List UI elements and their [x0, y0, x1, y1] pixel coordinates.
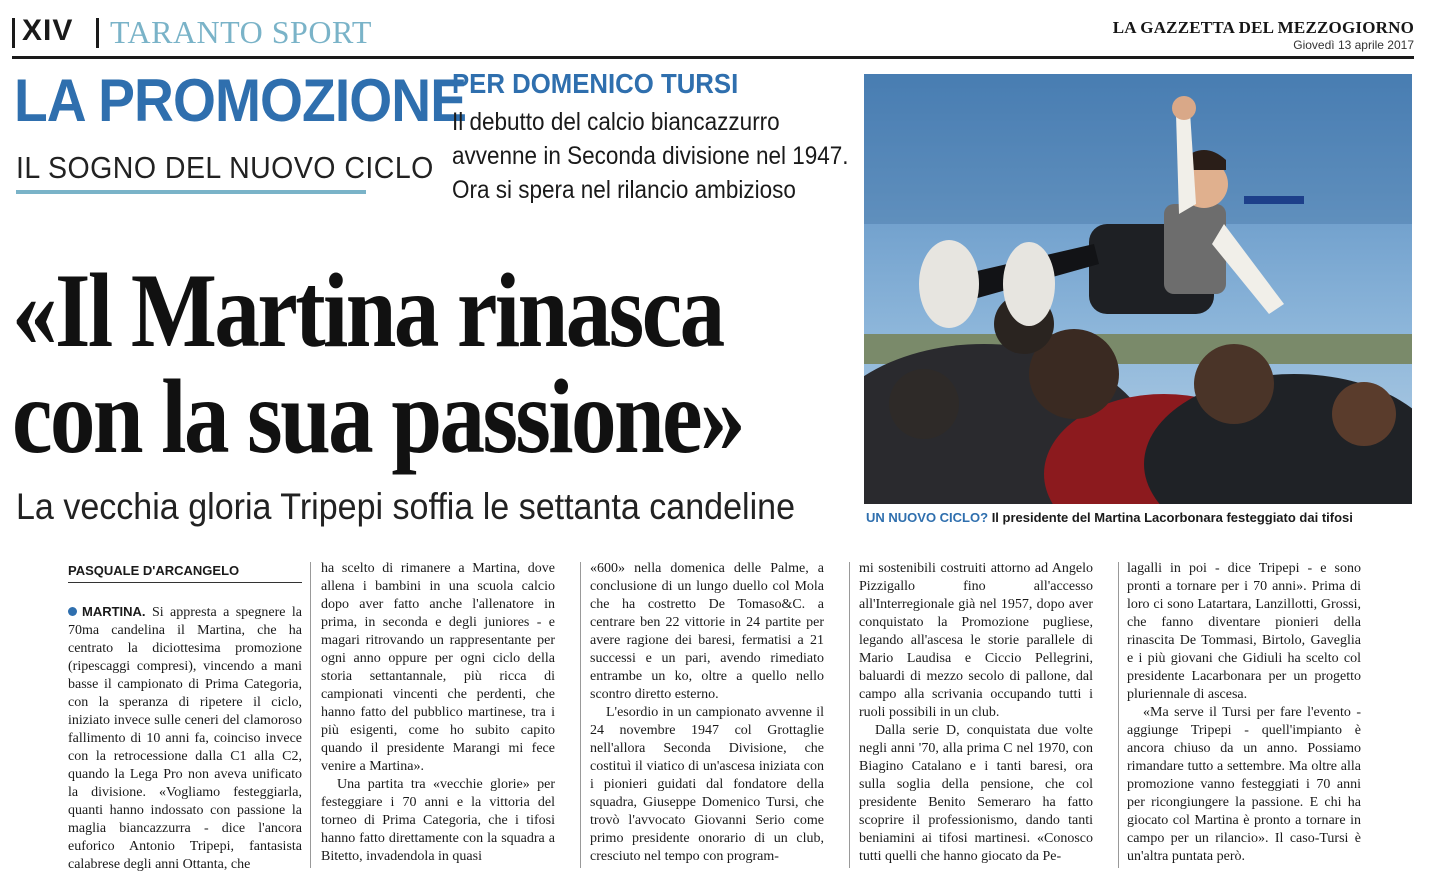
issue-date: Giovedì 13 aprile 2017	[1293, 38, 1414, 52]
kicker-title: LA PROMOZIONE	[14, 67, 467, 134]
article-paragraph: L'esordio in un campionato avvenne il 24 novembre 1947 col Grottaglie nell'allora Seconda Divisione, che costituì il viatico di un'ascesa iniziata con i pionieri guidati dal fondatore della squadra, Giuseppe Domenico Tursi, che trovò l'avvocato Giovanni Serio come primo presidente onorario di un club, cresciuto nel tempo con program-	[590, 705, 824, 864]
page-number: XIV	[22, 14, 74, 47]
kicker-subtitle: IL SOGNO DEL NUOVO CICLO	[16, 150, 434, 185]
celebration-photo	[864, 74, 1412, 504]
header-divider	[96, 18, 99, 48]
article-paragraph: ha scelto di rimanere a Martina, dove allena i bambini in una scuola calcio dopo aver fatto anche l'allenatore in prima, in seconda e degli juniores - e magari ritrovando un rappresentante per ogni anno oppure per ogni ciclo della storia settantannale, più ricca di campionati vincenti che perdenti, che hanno fatto del pubblico martinese, tra i più esigenti, come ho subito capito quando il presidente Marangi mi fece venire a Martina».	[321, 561, 555, 774]
deck-line: avvenne in Seconda divisione nel 1947.	[452, 142, 849, 170]
headline-line-1: «Il Martina rinasca	[12, 252, 723, 369]
article-paragraph: lagalli in poi - dice Tripepi - e sono pronti a tornare per i 70 anni». Prima di loro ci sono Latartara, Lanzillotti, Grossi, che fanno diventare pionieri della rinascita De Tommasi, Birtolo, Gaveglia e i più giovani che Gidiuli ha scelto col presidente Lacarbonara per un progetto pluriennale di ascesa.	[1127, 561, 1361, 702]
header-divider	[12, 18, 15, 48]
headline-line-2: con la sua passione»	[12, 358, 744, 475]
deck-line: Il debutto del calcio biancazzurro	[452, 108, 780, 136]
column-rule	[310, 562, 311, 868]
section-title: TARANTO SPORT	[110, 14, 372, 50]
caption-text: Il presidente del Martina Lacorbonara festeggiato dai tifosi	[991, 510, 1353, 525]
subheadline: La vecchia gloria Tripepi soffia le settanta candeline	[16, 486, 796, 527]
header-rule	[12, 56, 1414, 59]
article-column-4	[859, 560, 1093, 866]
deck-line: Ora si spera nel rilancio ambizioso	[452, 176, 796, 204]
caption-lead: UN NUOVO CICLO?	[866, 510, 989, 525]
article-column-3	[590, 560, 824, 866]
article-column-5	[1127, 560, 1361, 866]
bullet-dot-icon	[68, 607, 77, 616]
article-paragraph: mi sostenibili costruiti attorno ad Angelo Pizzigallo fino all'accesso all'Interregionale già nel 1957, dopo aver conquistato la Promozione pugliese, legando all'ascesa le storie parallele di Mario Laudisa e Ciccio Pellegrini, baluardi di mezzo secolo di pallone, dal campo alla scrivania occupando tutti i ruoli possibili in un club.	[859, 561, 1093, 720]
article-paragraph: Dalla serie D, conquistata due volte negli anni '70, alla prima C nel 1970, con Biagino Catalano e i tanti baresi, ora sulla soglia della pensione, che col presidente Benito Semeraro ha fatto scoprire il professionismo, dando tanti beniamini ai tifosi martinesi. «Conosco tutti quelli che hanno giocato da Pe-	[859, 723, 1093, 864]
photo-illustration	[864, 74, 1412, 504]
kicker-rule	[16, 190, 366, 194]
byline: PASQUALE D'ARCANGELO	[68, 562, 302, 583]
deck-title: PER DOMENICO TURSI	[452, 68, 739, 99]
column-rule	[580, 562, 581, 868]
article-paragraph: «600» nella domenica delle Palme, a conclusione di un lungo duello col Mola che ha costretto De Tomaso&C. a centrare ben 22 vittorie in 24 partite per avere ragione dei baresi, fermatisi a 21 successi e un pari, avendo rimediato entrambe un ko, oltre a quello nello scontro diretto esterno.	[590, 561, 824, 702]
dateline: MARTINA.	[82, 604, 146, 619]
article-column-1	[68, 560, 302, 874]
article-paragraph: «Ma serve il Tursi per fare l'evento - aggiunge Tripepi - quell'impianto è ancora chiuso da un anno. Possiamo rimandare tutto a settembre. Ma oltre alla promozione vanno festeggiati i 70 anni per ricongiungere la passione. E chi ha giocato col Martina è pronto a tornare in campo per un rilancio». Il caso-Tursi è un'altra puntata però.	[1127, 705, 1361, 864]
photo-caption	[866, 510, 1353, 525]
article-column-2	[321, 560, 555, 866]
column-rule	[849, 562, 850, 868]
newspaper-name: LA GAZZETTA DEL MEZZOGIORNO	[1112, 18, 1414, 37]
article-paragraph: Si appresta a spegnere la 70ma candelina il Martina, che ha centrato la diciottesima promozione (ripescaggi compresi), vincendo a mani basse il campionato di Prima Categoria, con la speranza di ripetere il ciclo, iniziato invece sulle ceneri del clamoroso fallimento di 10 anni fa, coinciso invece con la retrocessione dalla C1 alla C2, quando la Lega Pro non aveva unificato la divisione. «Vogliamo festeggiarla, quanti hanno indossato con passione la maglia biancazzurra - dice l'ancora euforico Antonio Tripepi, fantasista calabrese degli anni Ottanta, che	[68, 605, 303, 872]
column-rule	[1118, 562, 1119, 868]
article-paragraph: Una partita tra «vecchie glorie» per festeggiare i 70 anni e la vittoria del torneo di Prima Categoria, che i tifosi hanno fatto direttamente con la squadra a Bitetto, invadendola in quasi	[321, 777, 555, 864]
